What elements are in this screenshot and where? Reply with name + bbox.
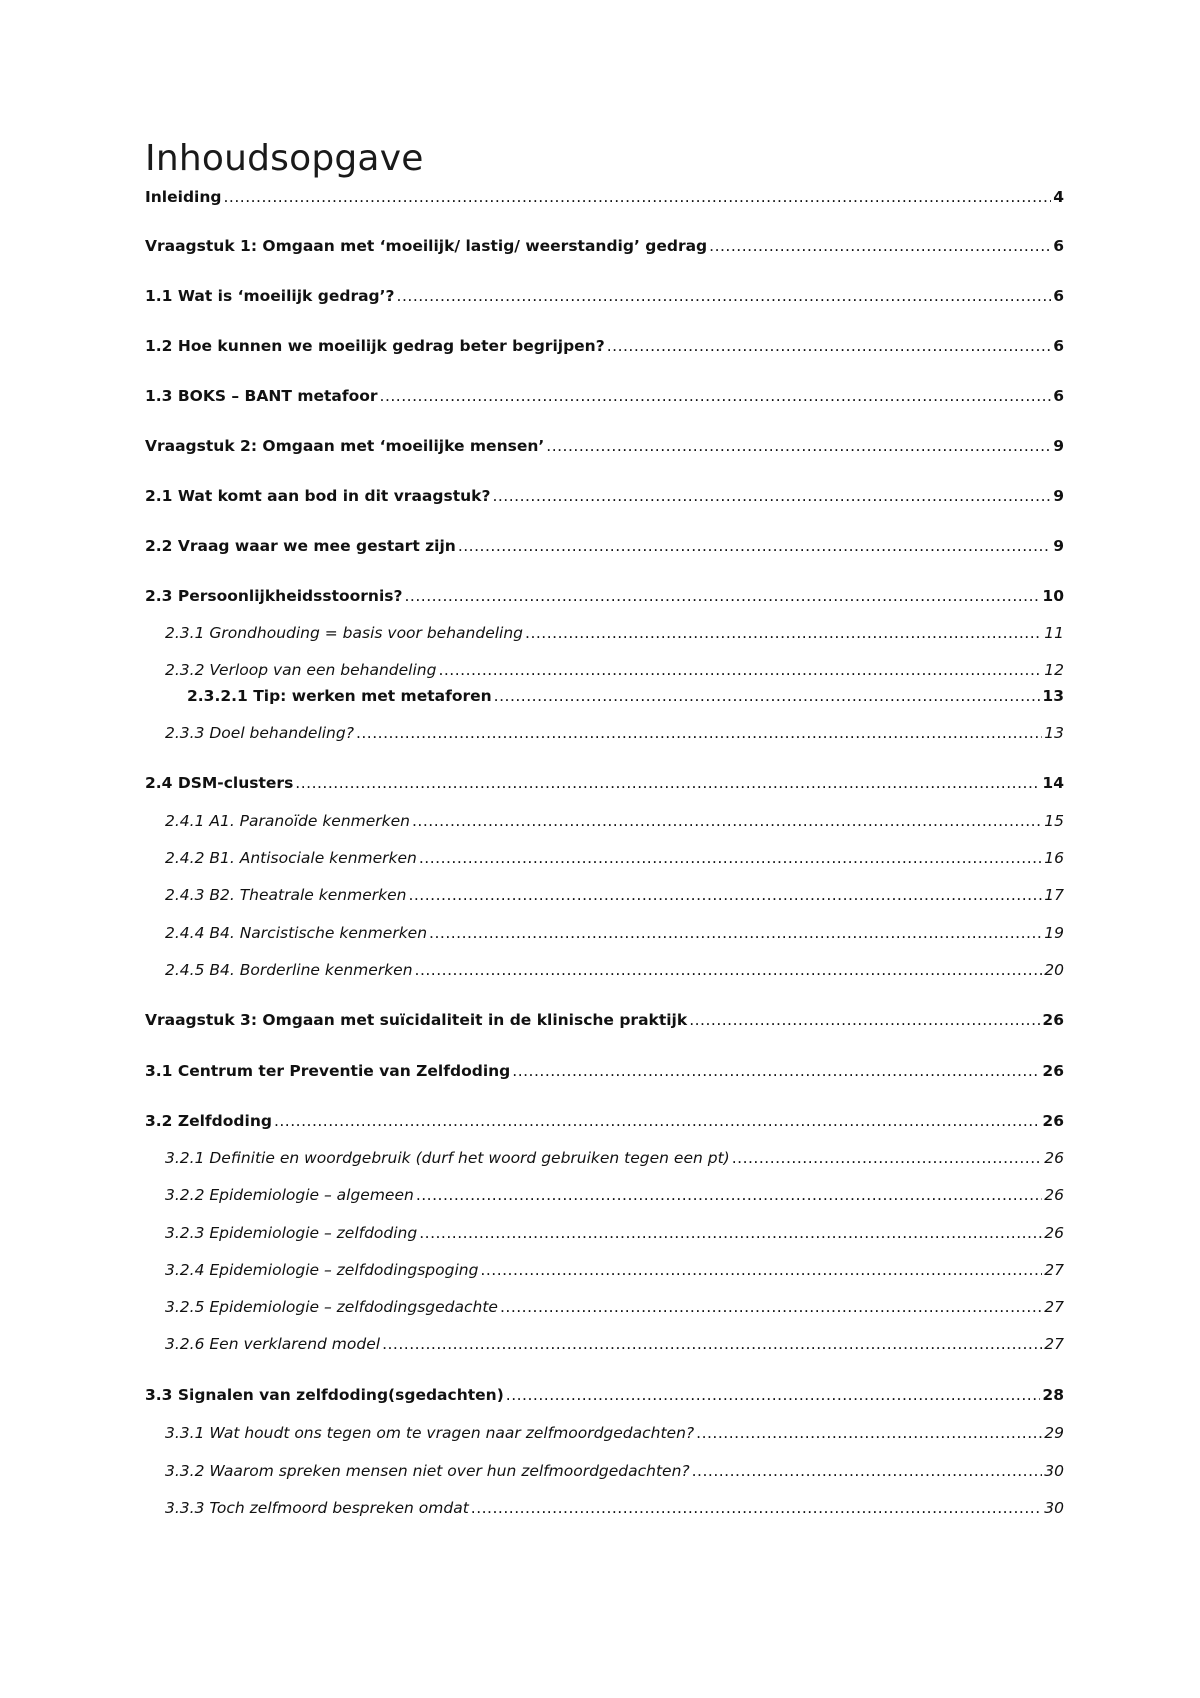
toc-page-number: 13 <box>1044 724 1064 742</box>
toc-page-number: 6 <box>1053 287 1064 305</box>
toc-leader-dots <box>471 1497 1042 1519</box>
toc-entry[interactable] <box>145 585 1064 607</box>
toc-entry-title: 2.3.2 Verloop van een behandeling <box>165 661 437 679</box>
toc-page-number: 27 <box>1044 1298 1064 1316</box>
toc-entry-title: 2.3.1 Grondhouding = basis voor behandeling <box>165 624 524 642</box>
toc-entry[interactable] <box>165 1333 1064 1355</box>
toc-entry[interactable] <box>145 186 1064 208</box>
toc-page-number: 19 <box>1044 924 1064 942</box>
toc-page-number: 30 <box>1044 1499 1064 1517</box>
toc-leader-dots <box>709 235 1051 257</box>
toc-leader-dots <box>419 847 1042 869</box>
toc-entry[interactable] <box>165 659 1064 681</box>
toc-entry[interactable] <box>165 1296 1064 1318</box>
toc-page-number: 16 <box>1044 849 1064 867</box>
toc-entry[interactable] <box>165 1422 1064 1444</box>
toc-page-number: 30 <box>1044 1462 1064 1480</box>
toc-leader-dots <box>492 485 1051 507</box>
toc-entry[interactable] <box>145 385 1064 407</box>
toc-page-number: 26 <box>1044 1149 1064 1167</box>
toc-entry-title: Vraagstuk 1: Omgaan met ‘moeilijk/ lastig/ weerstandig’ gedrag <box>145 237 708 255</box>
toc-entry[interactable] <box>165 810 1064 832</box>
toc-page-number: 27 <box>1044 1261 1064 1279</box>
toc-entry-title: 3.3.1 Wat houdt ons tegen om te vragen naar zelfmoordgedachten? <box>165 1424 695 1442</box>
toc-entry-title: 3.1 Centrum ter Preventie van Zelfdoding <box>145 1062 511 1080</box>
toc-leader-dots <box>458 535 1051 557</box>
toc-entry-title: 2.4.1 A1. Paranoïde kenmerken <box>165 812 410 830</box>
toc-leader-dots <box>380 385 1052 407</box>
toc-page-number: 6 <box>1053 237 1064 255</box>
toc-entry[interactable] <box>145 772 1064 794</box>
toc-entry-title: 2.4.4 B4. Narcistische kenmerken <box>165 924 428 942</box>
toc-entry[interactable] <box>165 722 1064 744</box>
toc-leader-dots <box>438 659 1042 681</box>
toc-page-number: 26 <box>1042 1011 1064 1029</box>
toc-page-number: 9 <box>1053 537 1064 555</box>
toc-leader-dots <box>506 1384 1041 1406</box>
toc-leader-dots <box>480 1259 1042 1281</box>
toc-page-number: 9 <box>1053 487 1064 505</box>
toc-entry-title: 3.2.4 Epidemiologie – zelfdodingspoging <box>165 1261 479 1279</box>
toc-entry-title: Vraagstuk 2: Omgaan met ‘moeilijke mensen’ <box>145 437 545 455</box>
toc-entry-title: 2.4.5 B4. Borderline kenmerken <box>165 961 413 979</box>
toc-entry[interactable] <box>145 1009 1064 1031</box>
toc-page-number: 15 <box>1044 812 1064 830</box>
toc-entry[interactable] <box>145 335 1064 357</box>
toc-entry[interactable] <box>145 1110 1064 1132</box>
toc-page-number: 6 <box>1053 337 1064 355</box>
toc-leader-dots <box>732 1147 1043 1169</box>
toc-page-number: 9 <box>1053 437 1064 455</box>
toc-entry-title: 2.4.3 B2. Theatrale kenmerken <box>165 886 407 904</box>
toc-entry[interactable] <box>165 922 1064 944</box>
toc-entry-title: 2.1 Wat komt aan bod in dit vraagstuk? <box>145 487 491 505</box>
toc-entry-title: 2.2 Vraag waar we mee gestart zijn <box>145 537 456 555</box>
toc-entry[interactable] <box>145 485 1064 507</box>
toc-page-number: 6 <box>1053 387 1064 405</box>
toc-entry-title: 2.3.2.1 Tip: werken met metaforen <box>187 687 492 705</box>
toc-entry-title: 1.1 Wat is ‘moeilijk gedrag’? <box>145 287 395 305</box>
toc-entry[interactable] <box>145 1384 1064 1406</box>
toc-entry[interactable] <box>165 1184 1064 1206</box>
toc-leader-dots <box>356 722 1042 744</box>
toc-entry[interactable] <box>145 285 1064 307</box>
toc-page-number: 29 <box>1044 1424 1064 1442</box>
toc-entry[interactable] <box>165 1497 1064 1519</box>
toc-entry-title: 3.2 Zelfdoding <box>145 1112 272 1130</box>
toc-leader-dots <box>429 922 1042 944</box>
toc-page-number: 11 <box>1044 624 1064 642</box>
toc-page-number: 14 <box>1042 774 1064 792</box>
toc-entry-title: 1.3 BOKS – BANT metafoor <box>145 387 378 405</box>
toc-leader-dots <box>412 810 1042 832</box>
toc-page-number: 12 <box>1044 661 1064 679</box>
toc-leader-dots <box>689 1009 1040 1031</box>
toc-entry[interactable] <box>187 685 1064 707</box>
toc-leader-dots <box>500 1296 1042 1318</box>
toc-entry-title: 3.2.3 Epidemiologie – zelfdoding <box>165 1224 418 1242</box>
toc-entry-title: 3.2.1 Definitie en woordgebruik (durf het woord gebruiken tegen een pt) <box>165 1149 730 1167</box>
toc-leader-dots <box>405 585 1041 607</box>
toc-leader-dots <box>223 186 1051 208</box>
toc-page-number: 17 <box>1044 886 1064 904</box>
toc-page-number: 13 <box>1042 687 1064 705</box>
toc-entry-title: 3.2.2 Epidemiologie – algemeen <box>165 1186 414 1204</box>
toc-leader-dots <box>692 1460 1043 1482</box>
toc-entry[interactable] <box>165 959 1064 981</box>
toc-entry-title: Vraagstuk 3: Omgaan met suïcidaliteit in de klinische praktijk <box>145 1011 688 1029</box>
toc-page-number: 4 <box>1053 188 1064 206</box>
toc-leader-dots <box>696 1422 1042 1444</box>
toc-entry-title: 3.2.5 Epidemiologie – zelfdodingsgedachte <box>165 1298 498 1316</box>
toc-leader-dots <box>382 1333 1042 1355</box>
toc-entry[interactable] <box>145 535 1064 557</box>
toc-leader-dots <box>546 435 1051 457</box>
toc-entry[interactable] <box>165 1222 1064 1244</box>
toc-leader-dots <box>494 685 1041 707</box>
toc-entry-title: 2.4 DSM-clusters <box>145 774 294 792</box>
toc-page-number: 26 <box>1042 1062 1064 1080</box>
toc-page-number: 26 <box>1044 1186 1064 1204</box>
toc-leader-dots <box>607 335 1051 357</box>
toc-page-number: 28 <box>1042 1386 1064 1404</box>
toc-entry-title: 2.3 Persoonlijkheidsstoornis? <box>145 587 403 605</box>
toc-title: Inhoudsopgave <box>145 138 424 179</box>
toc-entry[interactable] <box>165 622 1064 644</box>
toc-leader-dots <box>295 772 1040 794</box>
toc-entry-title: Inleiding <box>145 188 222 206</box>
toc-leader-dots <box>408 884 1042 906</box>
toc-page-number: 20 <box>1044 961 1064 979</box>
toc-entry[interactable] <box>145 235 1064 257</box>
toc-entry-title: 3.3.3 Toch zelfmoord bespreken omdat <box>165 1499 469 1517</box>
toc-leader-dots <box>415 959 1043 981</box>
toc-leader-dots <box>512 1060 1040 1082</box>
toc-entry-title: 2.3.3 Doel behandeling? <box>165 724 354 742</box>
toc-leader-dots <box>525 622 1042 644</box>
toc-page-number: 10 <box>1042 587 1064 605</box>
toc-leader-dots <box>416 1184 1042 1206</box>
toc-entry-title: 2.4.2 B1. Antisociale kenmerken <box>165 849 417 867</box>
toc-entry-title: 1.2 Hoe kunnen we moeilijk gedrag beter begrijpen? <box>145 337 605 355</box>
toc-entry[interactable] <box>145 1060 1064 1082</box>
toc-leader-dots <box>274 1110 1040 1132</box>
toc-entry-title: 3.2.6 Een verklarend model <box>165 1335 381 1353</box>
toc-entry[interactable] <box>145 435 1064 457</box>
toc-entry[interactable] <box>165 847 1064 869</box>
toc-entry-title: 3.3 Signalen van zelfdoding(sgedachten) <box>145 1386 504 1404</box>
toc-page-number: 27 <box>1044 1335 1064 1353</box>
toc-page-number: 26 <box>1044 1224 1064 1242</box>
toc-entry[interactable] <box>165 1147 1064 1169</box>
toc-entry[interactable] <box>165 884 1064 906</box>
toc-entry[interactable] <box>165 1460 1064 1482</box>
toc-entry[interactable] <box>165 1259 1064 1281</box>
toc-entry-title: 3.3.2 Waarom spreken mensen niet over hun zelfmoordgedachten? <box>165 1462 690 1480</box>
toc-leader-dots <box>419 1222 1042 1244</box>
toc-leader-dots <box>397 285 1052 307</box>
toc-page-number: 26 <box>1042 1112 1064 1130</box>
